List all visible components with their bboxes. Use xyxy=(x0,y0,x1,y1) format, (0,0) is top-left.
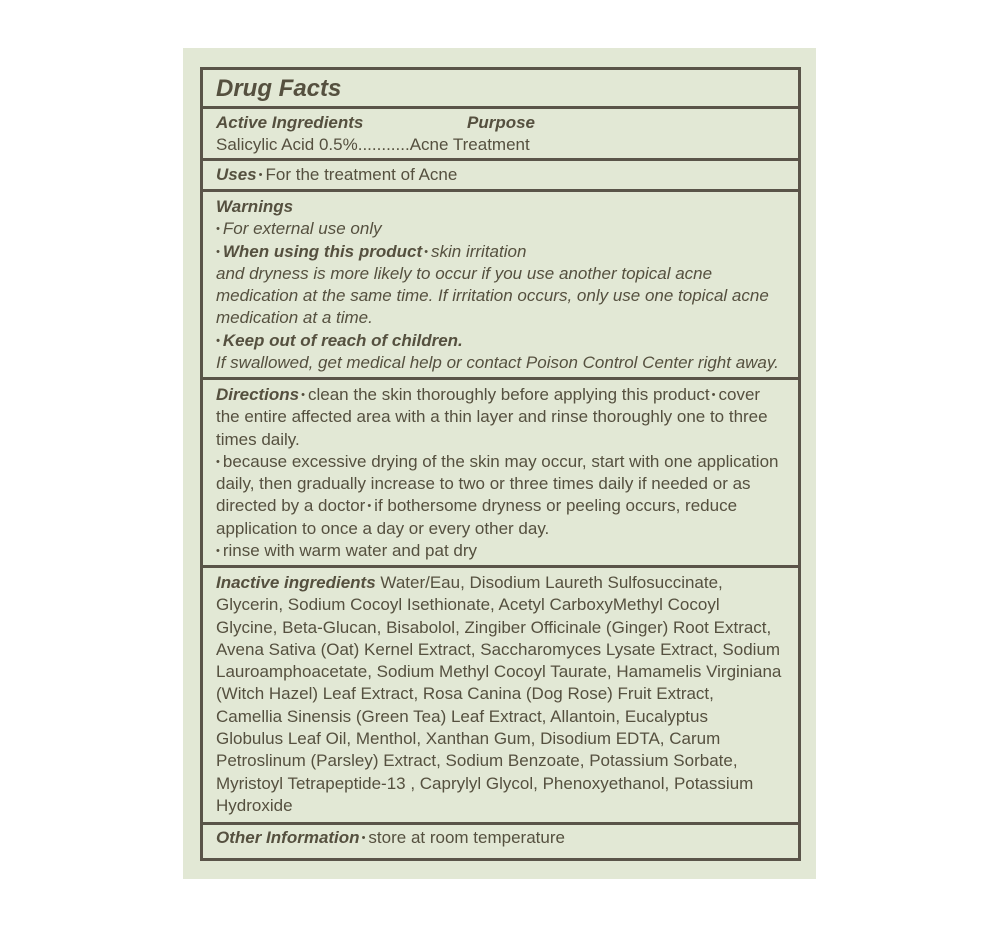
keep-out-text: Keep out of reach of children. xyxy=(222,330,463,350)
directions-text: if bothersome dryness or peeling occurs, reduce xyxy=(374,496,738,516)
inactive-line: Lauroamphoacetate, Sodium Methyl Cocoyl Taurate, Hamamelis Virginiana xyxy=(216,662,782,682)
inactive-line xyxy=(216,572,788,594)
directions-line: daily, then gradually increase to two or three times daily if needed or as xyxy=(216,474,751,494)
directions-line: the entire affected area with a thin layer and rinse thoroughly one to three xyxy=(216,407,768,427)
uses-text: For the treatment of Acne xyxy=(265,165,458,184)
directions-line xyxy=(216,495,788,517)
directions-text: cover xyxy=(718,385,761,404)
warning-external-text: For external use only xyxy=(222,219,382,239)
inactive-line: Myristoyl Tetrapeptide-13 , Caprylyl Glycol, Phenoxyethanol, Potassium xyxy=(216,773,754,793)
inactive-line: Petroslinum (Parsley) Extract, Sodium Benzoate, Potassium Sorbate, xyxy=(216,751,738,771)
when-using-line: medication at a time. xyxy=(216,308,373,328)
dot-leader: ........... xyxy=(357,135,410,155)
inactive-line: Avena Sativa (Oat) Kernel Extract, Saccharomyces Lysate Extract, Sodium xyxy=(216,639,781,659)
bullet-icon: • xyxy=(711,389,716,401)
divider xyxy=(203,565,798,568)
active-ingredients-section xyxy=(203,112,798,157)
warning-when-using xyxy=(216,241,788,263)
uses-section xyxy=(203,164,798,186)
inactive-line: (Witch Hazel) Leaf Extract, Rosa Canina (Dog Rose) Fruit Extract, xyxy=(216,684,714,704)
inactive-ingredients-section xyxy=(203,572,798,817)
directions-line xyxy=(216,384,788,406)
divider xyxy=(203,822,798,825)
drug-facts-title: Drug Facts xyxy=(216,75,342,102)
inactive-line: Glycerin, Sodium Cocoyl Isethionate, Acetyl CarboxyMethyl Cocoyl xyxy=(216,595,720,615)
keep-out-warning xyxy=(216,330,788,352)
divider xyxy=(203,106,798,109)
active-purpose: Acne Treatment xyxy=(409,135,530,155)
warnings-section xyxy=(203,196,798,374)
directions-text: clean the skin thoroughly before applying this product xyxy=(308,385,710,404)
bullet-icon: • xyxy=(367,500,372,513)
when-using-heading: When using this product xyxy=(222,241,423,261)
inactive-line: Hydroxide xyxy=(216,795,293,815)
divider xyxy=(203,377,798,380)
directions-text: rinse with warm water and pat dry xyxy=(222,541,478,561)
swallowed-warning: If swallowed, get medical help or contact Poison Control Center right away. xyxy=(216,353,779,373)
bullet-icon: • xyxy=(216,245,220,258)
other-information-text: store at room temperature xyxy=(368,828,565,847)
other-information-row xyxy=(216,827,788,849)
active-ingredient: Salicylic Acid 0.5% xyxy=(216,135,358,155)
directions-text: directed by a doctor xyxy=(216,496,366,516)
when-using-line: and dryness is more likely to occur if you use another topical acne xyxy=(216,263,713,283)
directions-text: because excessive drying of the skin may occur, start with one application xyxy=(222,451,779,471)
bullet-icon: • xyxy=(216,455,220,468)
when-using-first: skin irritation xyxy=(430,241,527,261)
inactive-line: Camellia Sinensis (Green Tea) Leaf Extract, Allantoin, Eucalyptus xyxy=(216,706,708,726)
directions-line xyxy=(216,451,788,473)
directions-line xyxy=(216,540,788,562)
divider xyxy=(203,158,798,161)
inactive-line: Globulus Leaf Oil, Menthol, Xanthan Gum, Disodium EDTA, Carum xyxy=(216,729,721,749)
inactive-text: Water/Eau, Disodium Laureth Sulfosuccinate, xyxy=(380,573,723,592)
bullet-icon: • xyxy=(361,832,366,844)
active-ingredients-heading: Active Ingredients xyxy=(216,113,364,132)
uses-row xyxy=(216,164,788,186)
inactive-heading: Inactive ingredients xyxy=(216,573,376,592)
other-information-heading: Other Information xyxy=(216,828,360,847)
bullet-icon: • xyxy=(216,223,220,236)
when-using-line: medication at the same time. If irritation occurs, only use one topical acne xyxy=(216,286,769,306)
inactive-line: Glycine, Beta-Glucan, Bisabolol, Zingiber Officinale (Ginger) Root Extract, xyxy=(216,617,772,637)
bullet-icon: • xyxy=(424,245,428,258)
bullet-icon: • xyxy=(301,389,305,401)
uses-heading: Uses xyxy=(216,165,257,184)
drug-facts-panel xyxy=(200,67,801,861)
bullet-icon: • xyxy=(216,545,220,558)
active-ingredients-heading-row xyxy=(216,112,788,134)
divider xyxy=(203,189,798,192)
warning-external xyxy=(216,218,788,240)
other-information-section xyxy=(203,827,798,849)
bullet-icon: • xyxy=(216,334,220,347)
warnings-heading: Warnings xyxy=(216,197,294,216)
directions-line: application to once a day or every other day. xyxy=(216,518,550,538)
active-ingredient-row xyxy=(216,134,788,156)
bullet-icon: • xyxy=(258,169,263,181)
directions-heading: Directions xyxy=(216,385,300,404)
directions-section xyxy=(203,384,798,562)
purpose-heading: Purpose xyxy=(467,113,536,132)
directions-line: times daily. xyxy=(216,429,300,449)
title-section xyxy=(203,75,798,103)
